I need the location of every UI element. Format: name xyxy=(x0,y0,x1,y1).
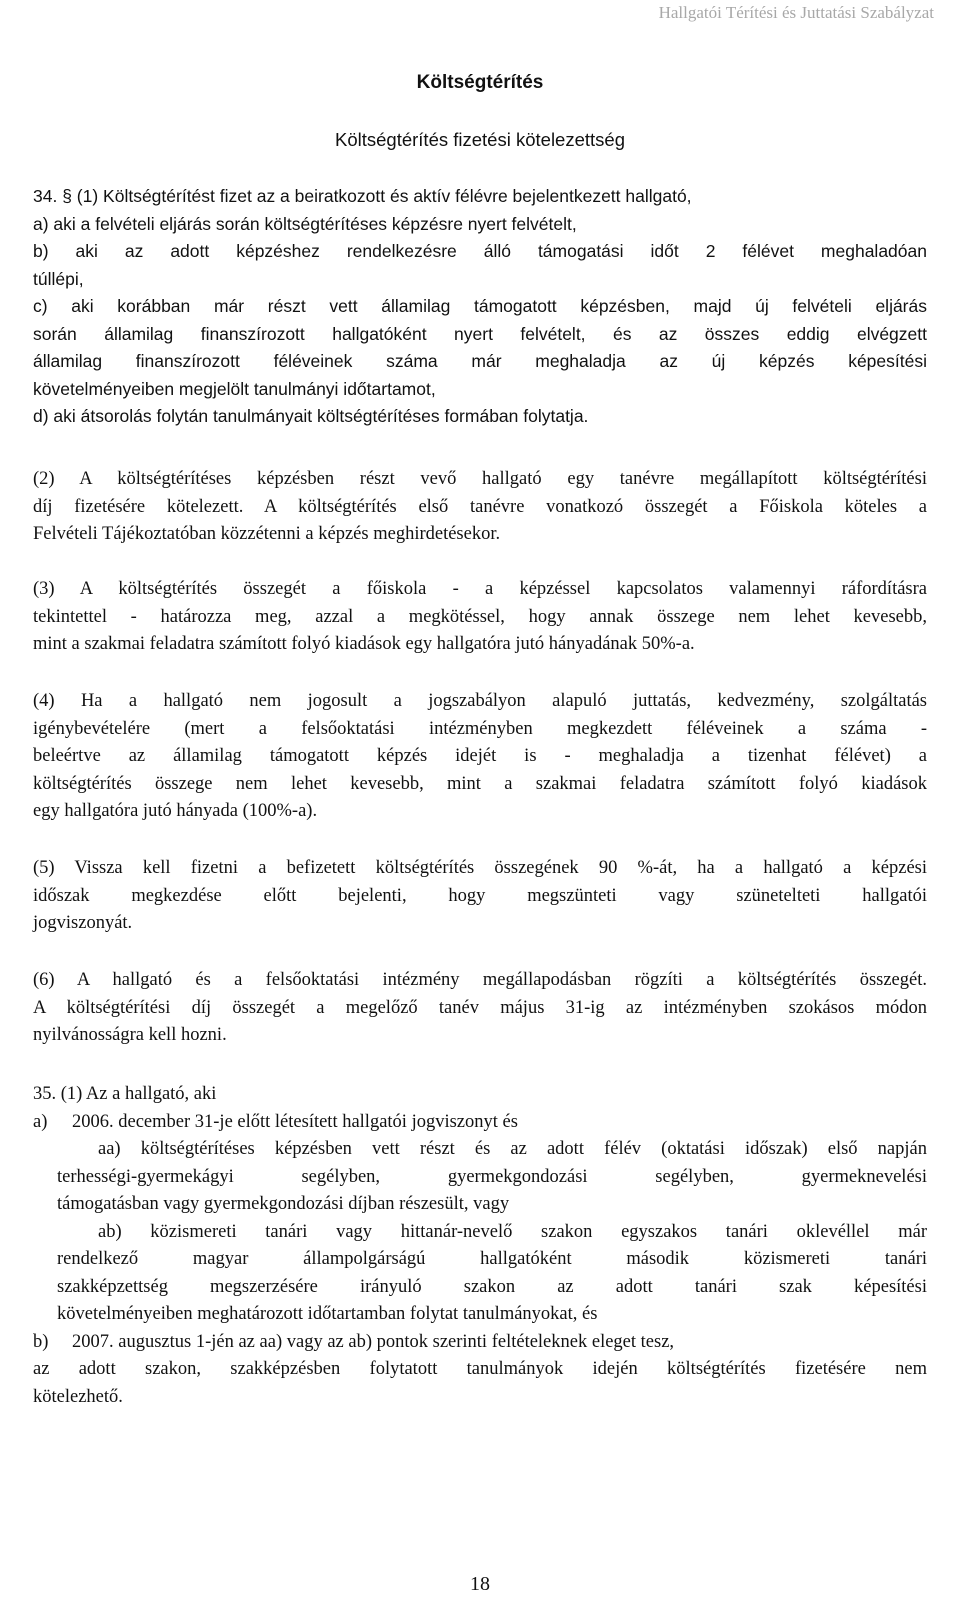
list-marker: b) xyxy=(33,1331,49,1352)
paragraph-line: Felvételi Tájékoztatóban közzétenni a képzés meghirdetésekor. xyxy=(33,524,501,544)
list-item-text: 2006. december 31-je előtt létesített hallgatói jogviszonyt és xyxy=(72,1111,518,1132)
section-subtitle: Költségtérítés fizetési kötelezettség xyxy=(335,129,625,150)
list-item-34-1-c-line: c) aki korábban már részt vett államilag támogatott képzésben, majd új felvételi eljárás xyxy=(33,296,927,316)
paragraph-34-6 xyxy=(33,967,927,1050)
list-item-34-1-a: a) aki a felvételi eljárás során költségtérítéses képzésre nyert felvételt, xyxy=(33,213,577,234)
paragraph-line: nyilvánosságra kell hozni. xyxy=(33,1025,227,1045)
sub-item-aa-line: támogatásban vagy gyermekgondozási díjban részesült, vagy xyxy=(57,1194,510,1214)
paragraph-line: tekintettel - határozza meg, azzal a megkötéssel, hogy annak összege nem lehet kevesebb, xyxy=(33,606,927,627)
paragraph-line: beleértve az államilag támogatott képzés idejét is - meghaladja a tizenhat félévet) a xyxy=(33,746,927,766)
sub-item-ab-line: szakképzettség megszerzésére irányuló szakon az adott tanári szak képesítési xyxy=(57,1276,927,1297)
paragraph-34-2 xyxy=(33,466,927,549)
paragraph-34-3 xyxy=(33,576,927,659)
running-header: Hallgatói Térítési és Juttatási Szabályzat xyxy=(658,3,934,22)
list-item-35-1-a xyxy=(33,1109,927,1137)
paragraph-35-1-intro: 35. (1) Az a hallgató, aki xyxy=(33,1084,217,1104)
list-item-34-1-c-line: államilag finanszírozott féléveinek száma már meghaladja az új képzés képesítési xyxy=(33,351,927,371)
list-item-34-1-d: d) aki átsorolás folytán tanulmányait költségtérítéses formában folytatja. xyxy=(33,406,589,426)
list-item-34-1-b-line: b) aki az adott képzéshez rendelkezésre álló támogatási időt 2 félévet meghaladóan xyxy=(33,241,927,261)
section-title: Költségtérítés xyxy=(416,72,544,93)
sub-item-ab-line: ab) közismereti tanári vagy hittanár-nevelő szakon egyszakos tanári oklevéllel már xyxy=(98,1221,927,1242)
page-number: 18 xyxy=(470,1573,490,1595)
paragraph-line: jogviszonyát. xyxy=(33,913,133,933)
list-item-34-1-c-line: követelményeiben megjelölt tanulmányi időtartamot, xyxy=(33,378,436,399)
list-item-34-1-c-line: során államilag finanszírozott hallgatóként nyert felvételt, és az összes eddig elvégzett xyxy=(33,323,927,344)
paragraph-line: (3) A költségtérítés összegét a főiskola - a képzéssel kapcsolatos valamennyi ráfordításra xyxy=(33,579,927,599)
paragraph-line: (4) Ha a hallgató nem jogosult a jogszabályon alapuló juttatás, kedvezmény, szolgáltatás xyxy=(33,691,927,711)
paragraph-line: mint a szakmai feladatra számított folyó kiadások egy hallgatóra jutó hányadának 50%-a. xyxy=(33,634,695,654)
list-item-34-1-b-line: túllépi, xyxy=(33,268,84,289)
paragraph-line: kötelezhető. xyxy=(33,1386,123,1407)
paragraph-line: (2) A költségtérítéses képzésben részt vevő hallgató egy tanévre megállapított költségtérítési xyxy=(33,469,927,489)
list-item-text: 2007. augusztus 1-jén az aa) vagy az ab) pontok szerinti feltételeknek eleget tesz, xyxy=(72,1331,675,1352)
paragraph-34-5 xyxy=(33,855,927,938)
paragraph-line: díj fizetésére kötelezett. A költségtérítés első tanévre vonatkozó összegét a Főiskola köteles a xyxy=(33,496,927,517)
paragraph-34-1-intro: 34. § (1) Költségtérítést fizet az a beiratkozott és aktív félévre bejelentkezett hallgató, xyxy=(33,186,692,206)
paragraph-line: (5) Vissza kell fizetni a befizetett költségtérítés összegének 90 %-át, ha a hallgató a képzési xyxy=(33,858,927,878)
sub-item-ab-line: követelményeiben meghatározott időtartamban folytat tanulmányokat, és xyxy=(57,1304,598,1324)
paragraph-line: egy hallgatóra jutó hányada (100%-a). xyxy=(33,801,318,821)
paragraph-35-1 xyxy=(33,1081,927,1411)
paragraph-line: az adott szakon, szakképzésben folytatott tanulmányok idején költségtérítés fizetésére nem xyxy=(33,1359,927,1379)
paragraph-34-4 xyxy=(33,688,927,826)
paragraph-34-1 xyxy=(33,183,927,431)
sub-item-aa-line: terhességi-gyermekágyi segélyben, gyermekgondozási segélyben, gyermeknevelési xyxy=(57,1166,927,1187)
sub-item-aa-line: aa) költségtérítéses képzésben vett részt és az adott félév (oktatási időszak) első napján xyxy=(98,1139,927,1159)
paragraph-line: költségtérítés összege nem lehet kevesebb, mint a szakmai feladatra számított folyó kiadások xyxy=(33,773,927,794)
paragraph-line: időszak megkezdése előtt bejelenti, hogy megszünteti vagy szünetelteti hallgatói xyxy=(33,885,927,906)
sub-item-ab-line: rendelkező magyar állampolgárságú hallgatóként második közismereti tanári xyxy=(57,1249,927,1269)
paragraph-line: (6) A hallgató és a felsőoktatási intézmény megállapodásban rögzíti a költségtérítés összegét. xyxy=(33,970,927,990)
list-item-35-1-b xyxy=(33,1329,927,1357)
paragraph-line: A költségtérítési díj összegét a megelőző tanév május 31-ig az intézményben szokásos módon xyxy=(33,997,927,1018)
list-marker: a) xyxy=(33,1111,48,1132)
paragraph-line: igénybevételére (mert a felsőoktatási intézményben megkezdett féléveinek a száma - xyxy=(33,718,927,739)
